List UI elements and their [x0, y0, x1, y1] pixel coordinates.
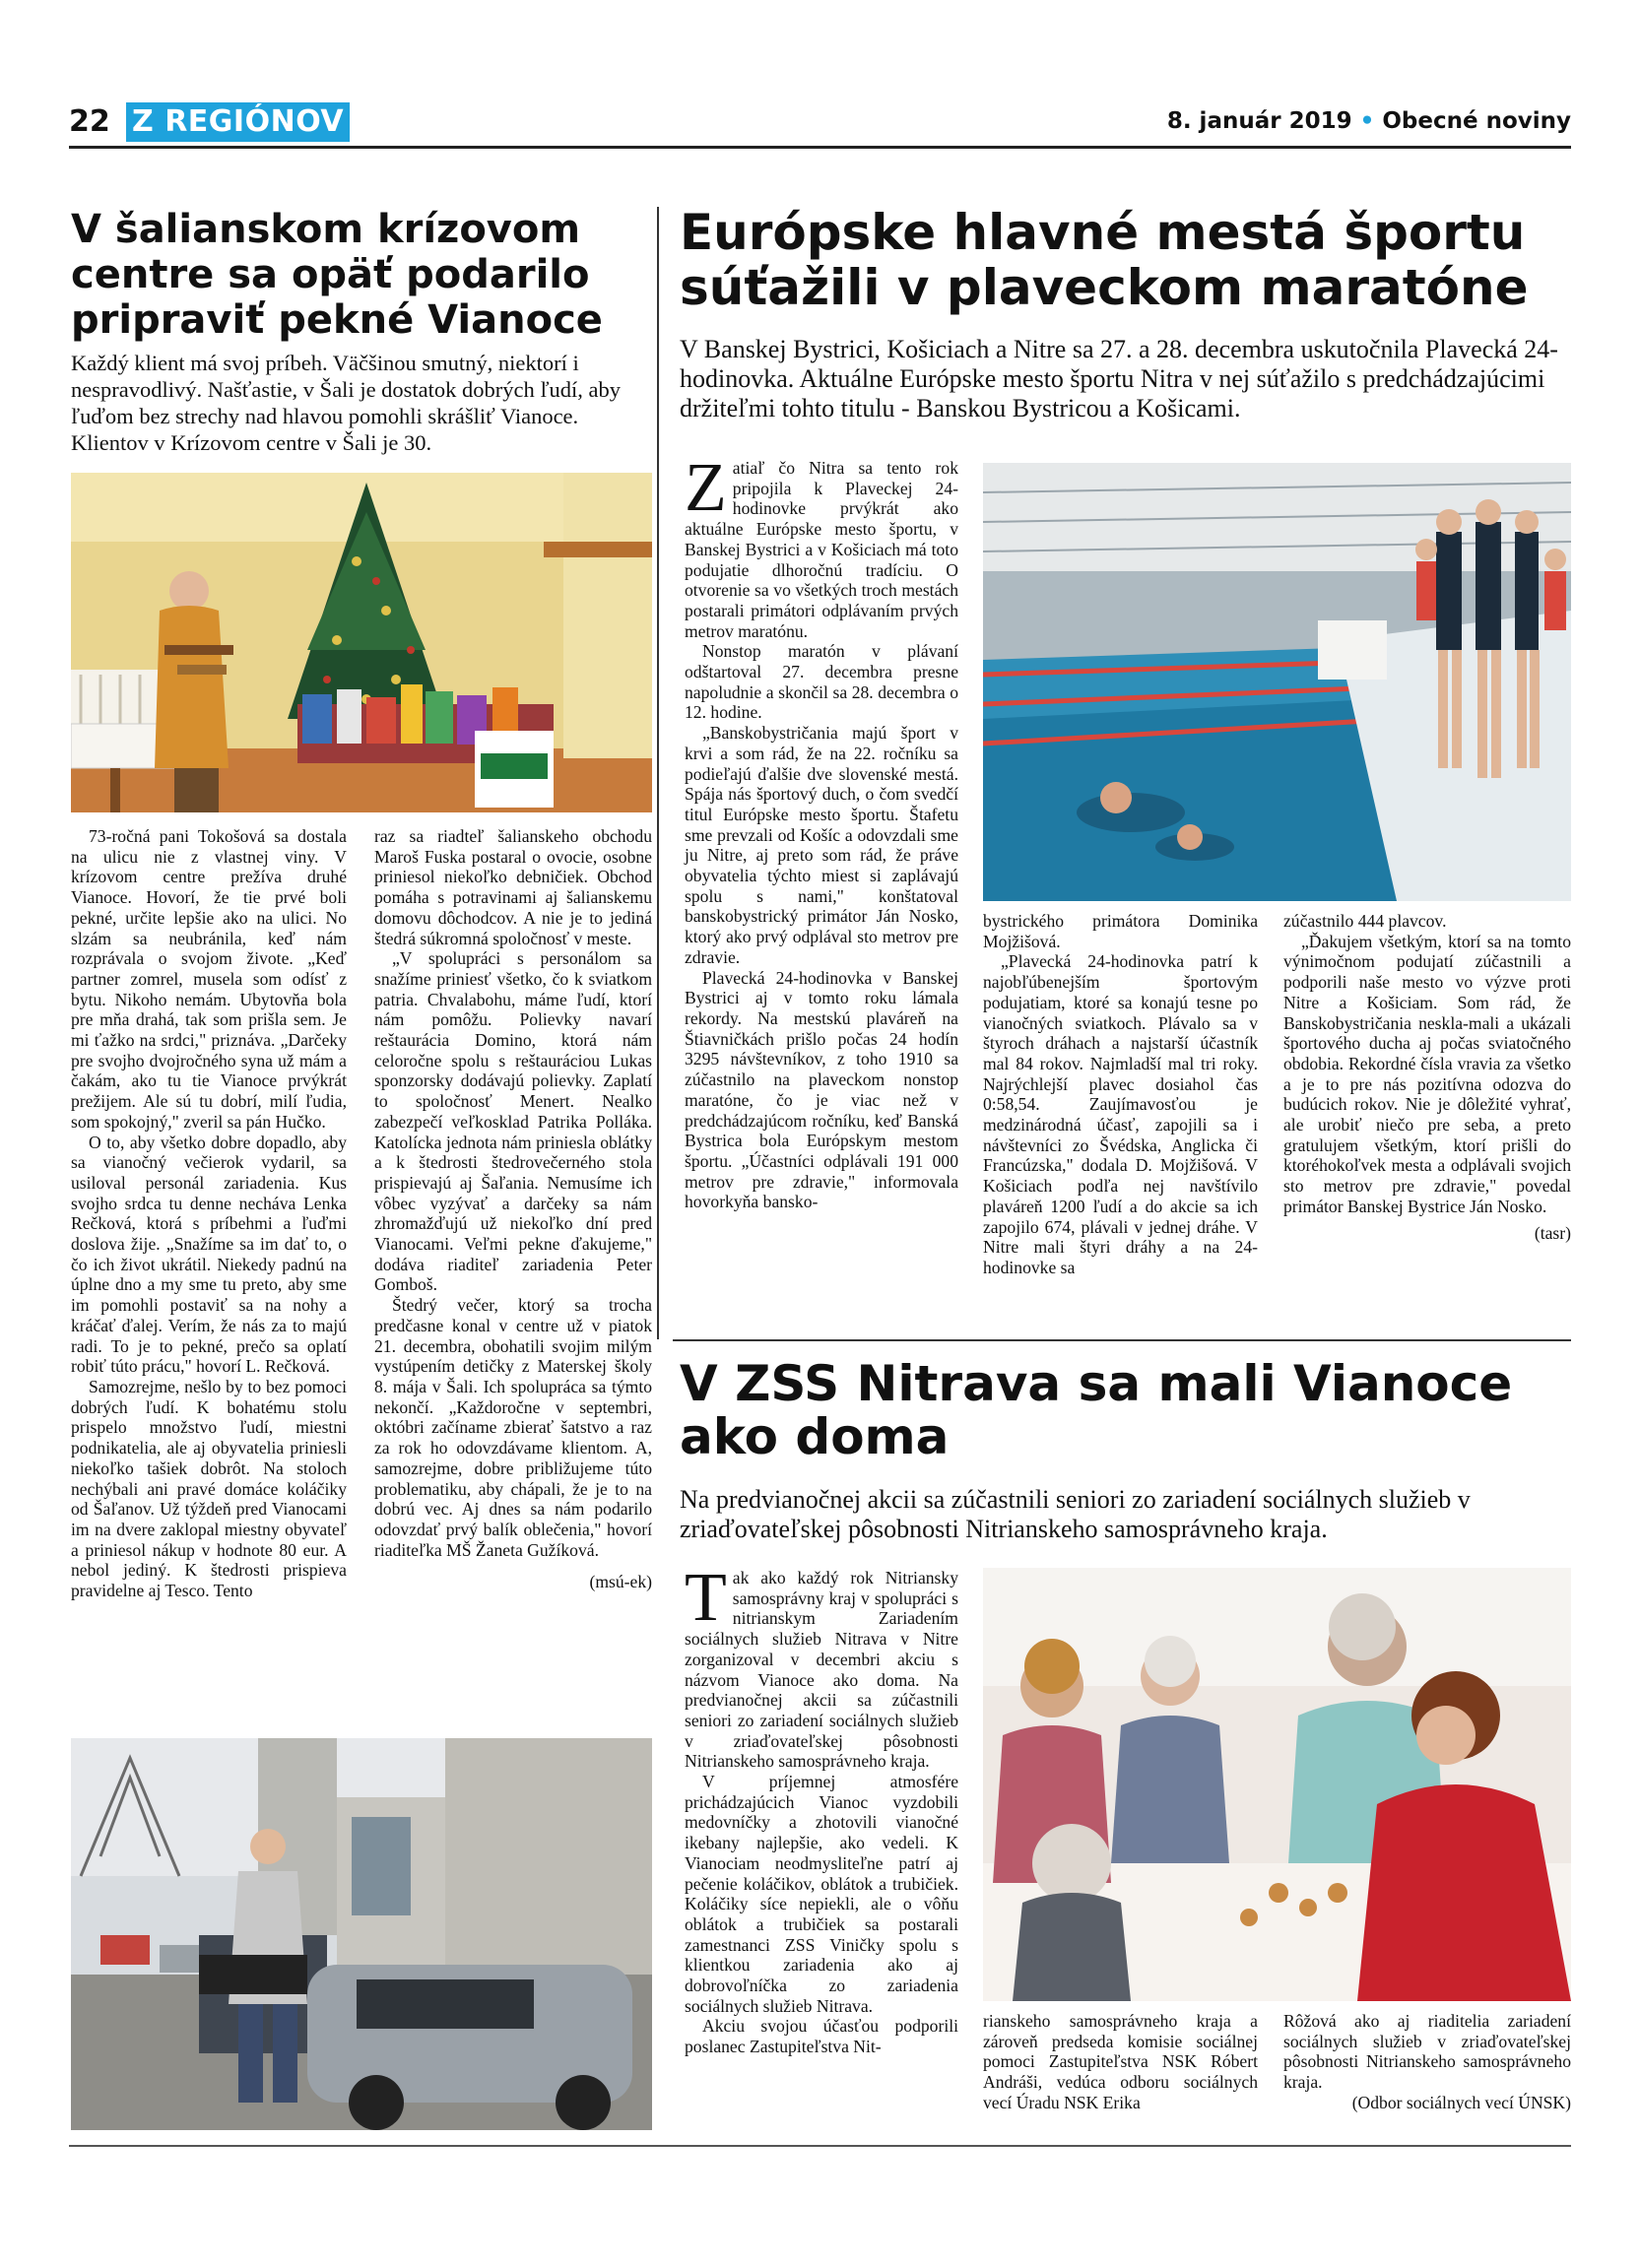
dropcap: T — [685, 1560, 727, 1636]
swimming-pool-photo — [983, 463, 1571, 901]
christmas-tree-photo — [71, 473, 652, 812]
article-divider — [673, 1339, 1571, 1341]
page-number: 22 — [69, 104, 110, 139]
paragraph: atiaľ čo Nitra sa tento rok pripojila k Plaveckej 24-hodinovke prvýkrát ako aktuálne Európske mesto športu, v Banskej Bystrici a v Košiciach má toto podujatie dlhoročnú tradíciu. O otvorenie sa vo všetkých troch mestách postarali primátori odplávaním prvých metrov maratónu. — [685, 458, 958, 641]
article2-column-2 — [983, 911, 1258, 1278]
paragraph: 73-ročná pani Tokošová sa dostala na ulicu nie z vlastnej viny. V krízovom centre prežíva druhé Vianoce. Hovorí, že tie prvé boli pekné, určite lepšie ako na ulici. No slzám sa neubránila, keď nám rozprávala o svojom živote. „Keď partner zomrel, musela som odísť z bytu. Nikoho nemám. Ubytovňa bola pre mňa drahá, tak som prišla sem. Je mi ťažko na srdci," priznáva. „Darčeky pre svojho dvojročného syna už mám a čakám, ako tu tie Vianoce prvýkrát prežijem. Ale sú tu dobrí, milí ľudia, som spokojný," zveril sa pán Hučko. — [71, 826, 347, 1132]
paragraph: Rôžová ako aj riaditelia zariadení sociálnych služieb v zriaďovateľskej pôsobnosti Nitrianskeho samosprávneho kraja. — [1283, 2011, 1571, 2093]
article2-title: Európske hlavné mestá športu súťažili v plaveckom maratóne — [680, 204, 1529, 316]
article2-signature: (tasr) — [1534, 1222, 1571, 1243]
paragraph: Nonstop maratón v plávaní odštartoval 27. decembra presne napoludnie a skončil sa 28. decembra o 12. hodine. — [685, 641, 958, 723]
paragraph: „Ďakujem všetkým, ktorí sa na tomto výnimočnom podujatí zúčastnili a podporili naše mesto vo výzve proti Nitre a Košiciam. Som rád, že Banskobystričania neskla-mali a ukázali športového ducha aj počas sviatočného obdobia. Rekordné čísla vravia za všetko a je to pre nás pozitívna odozva do budúcich rokov. Nie je dôležité vyhrať, ale urobiť niečo pre seba, a preto gratulujem všetkým, ktorí prišli do ktoréhokoľvek mesta a odplávali svojich sto metrov pre zdravie," povedal primátor Banskej Bystrice Ján Nosko. — [1283, 931, 1571, 1216]
article2-column-1 — [685, 450, 958, 1212]
man-with-crate-photo — [71, 1738, 652, 2130]
seniors-decorating-photo — [983, 1568, 1571, 2001]
article3-column-1 — [685, 1560, 958, 2057]
paragraph: V príjemnej atmosfére prichádzajúcich Vianoc vyzdobili medovníčky a zhotovili vianočné ikebany najlepšie, ako vedeli. K Vianociam neodmysliteľne patrí aj pečenie koláčikov, oblátok a trubičiek. Koláčiky síce nepiekli, ale o vôňu oblátok a trubičiek sa postarali zamestnanci ZSS Viničky spolu s klientkou zariadenia ako aj dobrovoľníčka zo zariadenia sociálnych služieb Nitrava. — [685, 1772, 958, 2016]
article3-column-3 — [1283, 2011, 1571, 2113]
issue-info — [1167, 108, 1571, 134]
paragraph: Samozrejme, nešlo by to bez pomoci dobrých ľudí. K bohatému stolu prispelo množstvo ľudí, miestni podnikatelia, ale aj obyvatelia priniesli niekoľko tašiek dobrôt. Na stoloch nechýbali ani pravé domáce koláčiky od Šaľanov. Už týždeň pred Vianocami im na dvere zaklopal miestny obyvateľ a priniesol nákup v hodnote 80 eur. A nebol jediný. K štedrosti prispieva pravidelne aj Tesco. Tento — [71, 1376, 347, 1601]
paper-name: Obecné noviny — [1382, 108, 1571, 134]
paragraph: zúčastnilo 444 plavcov. — [1283, 911, 1447, 931]
footer-rule — [69, 2145, 1571, 2147]
paragraph: rianskeho samosprávneho kraja a zároveň predseda komisie sociálnej pomoci Zastupiteľstva NSK Róbert Andráši, vedúca odboru sociálnych vecí Úradu NSK Erika — [983, 2011, 1258, 2112]
paragraph: O to, aby všetko dobre dopadlo, aby sa vianočný večierok vydaril, sa usiloval personál zariadenia. Kus svojho srdca tu denne necháva Lenka Rečková, ktorá s príbehmi a ľuďmi doslova žije. „Snažíme sa im dať to, o čo ich život ukrátil. Niekedy padnú na úplne dno a my sme tu preto, aby sme im pomohli postaviť sa na nohy a kráčať ďalej. Verím, že nás za to majú radi. To je to pekné, prečo sa oplatí robiť túto prácu," hovorí L. Rečková. — [71, 1132, 347, 1377]
paragraph: „V spolupráci s personálom sa snažíme priniesť všetko, čo k sviatkom patria. Chvalabohu, máme ľudí, ktorí nám pomôžu. Polievky navarí reštaurácia Domino, ktorá nám celoročne spolu s reštauráciou Lukas sponzorsky dodávajú polievky. Zaplatí to spoločnosť Menert. Nealko zabezpečí veľkosklad Patrika Polláka. Katolícka jednota nám priniesla oblátky a k štedrosti štedrovečerného stola prispievajú aj Šaľania. Nemusíme ich vôbec vyzývať a darčeky sa nám zhromažďujú už niekoľko dní pred Vianocami. Veľmi pekne ďakujeme," dodáva riaditeľ zariadenia Peter Gomboš. — [374, 948, 652, 1295]
dropcap: Z — [685, 450, 727, 526]
article1-column-2 — [374, 826, 652, 1592]
section-label: Z REGIÓNOV — [126, 102, 350, 142]
paragraph: „Plavecká 24-hodinovka patrí k najobľúbenejším športovým podujatiam, ktoré sa konajú tesne po vianočných sviatkoch. Plávalo sa v štyroch dráhach a najstarší účastník mal 84 rokov. Najmladší mal tri roky. Najrýchlejší plavec dosiahol čas 0:58,54. Zaujímavosťou je medzinárodná účasť, zapojili sa i návštevníci zo Švédska, Anglicka či Francúzska," dodala D. Mojžišová. V Košiciach podľa nej navštívilo plaváreň 1200 ľudí a do akcie sa ich zapojilo 674, plávali v jednej dráhe. V Nitre mali štyri dráhy a na 24-hodinovke sa — [983, 951, 1258, 1277]
article3-signature: (Odbor sociálnych vecí ÚNSK) — [1351, 2092, 1571, 2112]
header-rule — [69, 146, 1571, 149]
article2-lead: V Banskej Bystrici, Košiciach a Nitre sa 27. a 28. decembra uskutočnila Plavecká 24-hodinovka. Aktuálne Európske mesto športu Nitra v nej súťažilo s predchádzajúcimi držiteľmi tohto titulu - Banskou Bystricou a Košicami. — [680, 335, 1558, 422]
paragraph: „Banskobystričania majú šport v krvi a som rád, že na 22. ročníku sa podieľajú ďalšie dve slovenské mestá. Spája nás športový duch, o čom svedčí titul Európske mesto športu. Štafetu sme prevzali od Košíc a odovzdali sme ju Nitre, aj preto som rád, že práve obyvatelia týchto miest si zaplávajú spolu s nami," konštatoval banskobystrický primátor Ján Nosko, ktorý ako prvý odplával sto metrov pre zdravie. — [685, 723, 958, 967]
issue-date: 8. január 2019 — [1166, 108, 1352, 134]
article3-column-2 — [983, 2011, 1258, 2113]
paragraph: Štedrý večer, ktorý sa trocha predčasne konal v centre už v piatok 21. decembra, obohatili svojim milým vystúpením detičky z Materskej školy 8. mája v Šali. Ich spolupráca sa týmto nekončí. „Každoročne v septembri, októbri začíname zbierať šatstvo a raz za rok ho odovzdávame klientom. A, samozrejme, dobre približujeme túto problematiku, aby chápali, že je to na dobrú vec. Aj dnes sa nám podarilo odovzdať prvý balík oblečenia," hovorí riaditeľka MŠ Žaneta Gužíková. — [374, 1295, 652, 1560]
article3-lead: Na predvianočnej akcii sa zúčastnili seniori zo zariadení sociálnych služieb v zriaďovateľskej pôsobnosti Nitrianskeho samosprávneho kraja. — [680, 1485, 1471, 1543]
article1-signature: (msú-ek) — [589, 1572, 652, 1592]
paragraph: raz sa riadteľ šalianskeho obchodu Maroš Fuska postaral o ovocie, osobne priniesol niekoľko debničiek. Obchod pomáha s potravinami aj šalianskemu domovu dôchodcov. A nie je to jediná štedrá súkromná spoločnosť v meste. — [374, 826, 652, 948]
bullet-separator: • — [1359, 108, 1375, 134]
paragraph: bystrického primátora Dominika Mojžišová. — [983, 911, 1258, 951]
paragraph: Akciu svojou účasťou podporili poslanec Zastupiteľstva Nit- — [685, 2016, 958, 2057]
article3-title: V ZSS Nitrava sa mali Vianoce ako doma — [680, 1355, 1513, 1465]
article1-lead: Každý klient má svoj príbeh. Väčšinou smutný, niektorí i nespravodlivý. Našťastie, v Šali je dostatok dobrých ľudí, aby ľuďom bez strechy nad hlavou pomohli skrášliť Vianoce. Klientov v Krízovom centre v Šali je 30. — [71, 351, 622, 455]
article1-title: V šalianskom krízovom centre sa opäť podarilo pripraviť pekné Vianoce — [71, 207, 603, 343]
paragraph: ak ako každý rok Nitriansky samosprávny kraj v spolupráci s nitrianskym Zariadením sociálnych služieb Nitrava v Nitre zorganizoval v decembri akciu s názvom Vianoce ako doma. Na predvianočnej akcii sa zúčastnili seniori zo zariadení sociálnych služieb v zriaďovateľskej pôsobnosti Nitrianskeho samosprávneho kraja. — [685, 1568, 958, 1772]
column-divider — [657, 207, 659, 1339]
article2-column-3 — [1283, 911, 1571, 1243]
article1-column-1 — [71, 826, 347, 1601]
paragraph: Plavecká 24-hodinovka v Banskej Bystrici aj v tomto roku lámala rekordy. Na mestskú plaváreň na Štiavničkách prišlo počas 24 hodín 3295 návštevníkov, z toho 1910 sa zúčastnilo na plaveckom nonstop maratóne, čo je viac než v predchádzajúcom ročníku, keď Banská Bystrica bola Európskym mestom športu. „Účastníci odplávali 191 000 metrov pre zdravie," informovala hovorkyňa bansko- — [685, 967, 958, 1212]
